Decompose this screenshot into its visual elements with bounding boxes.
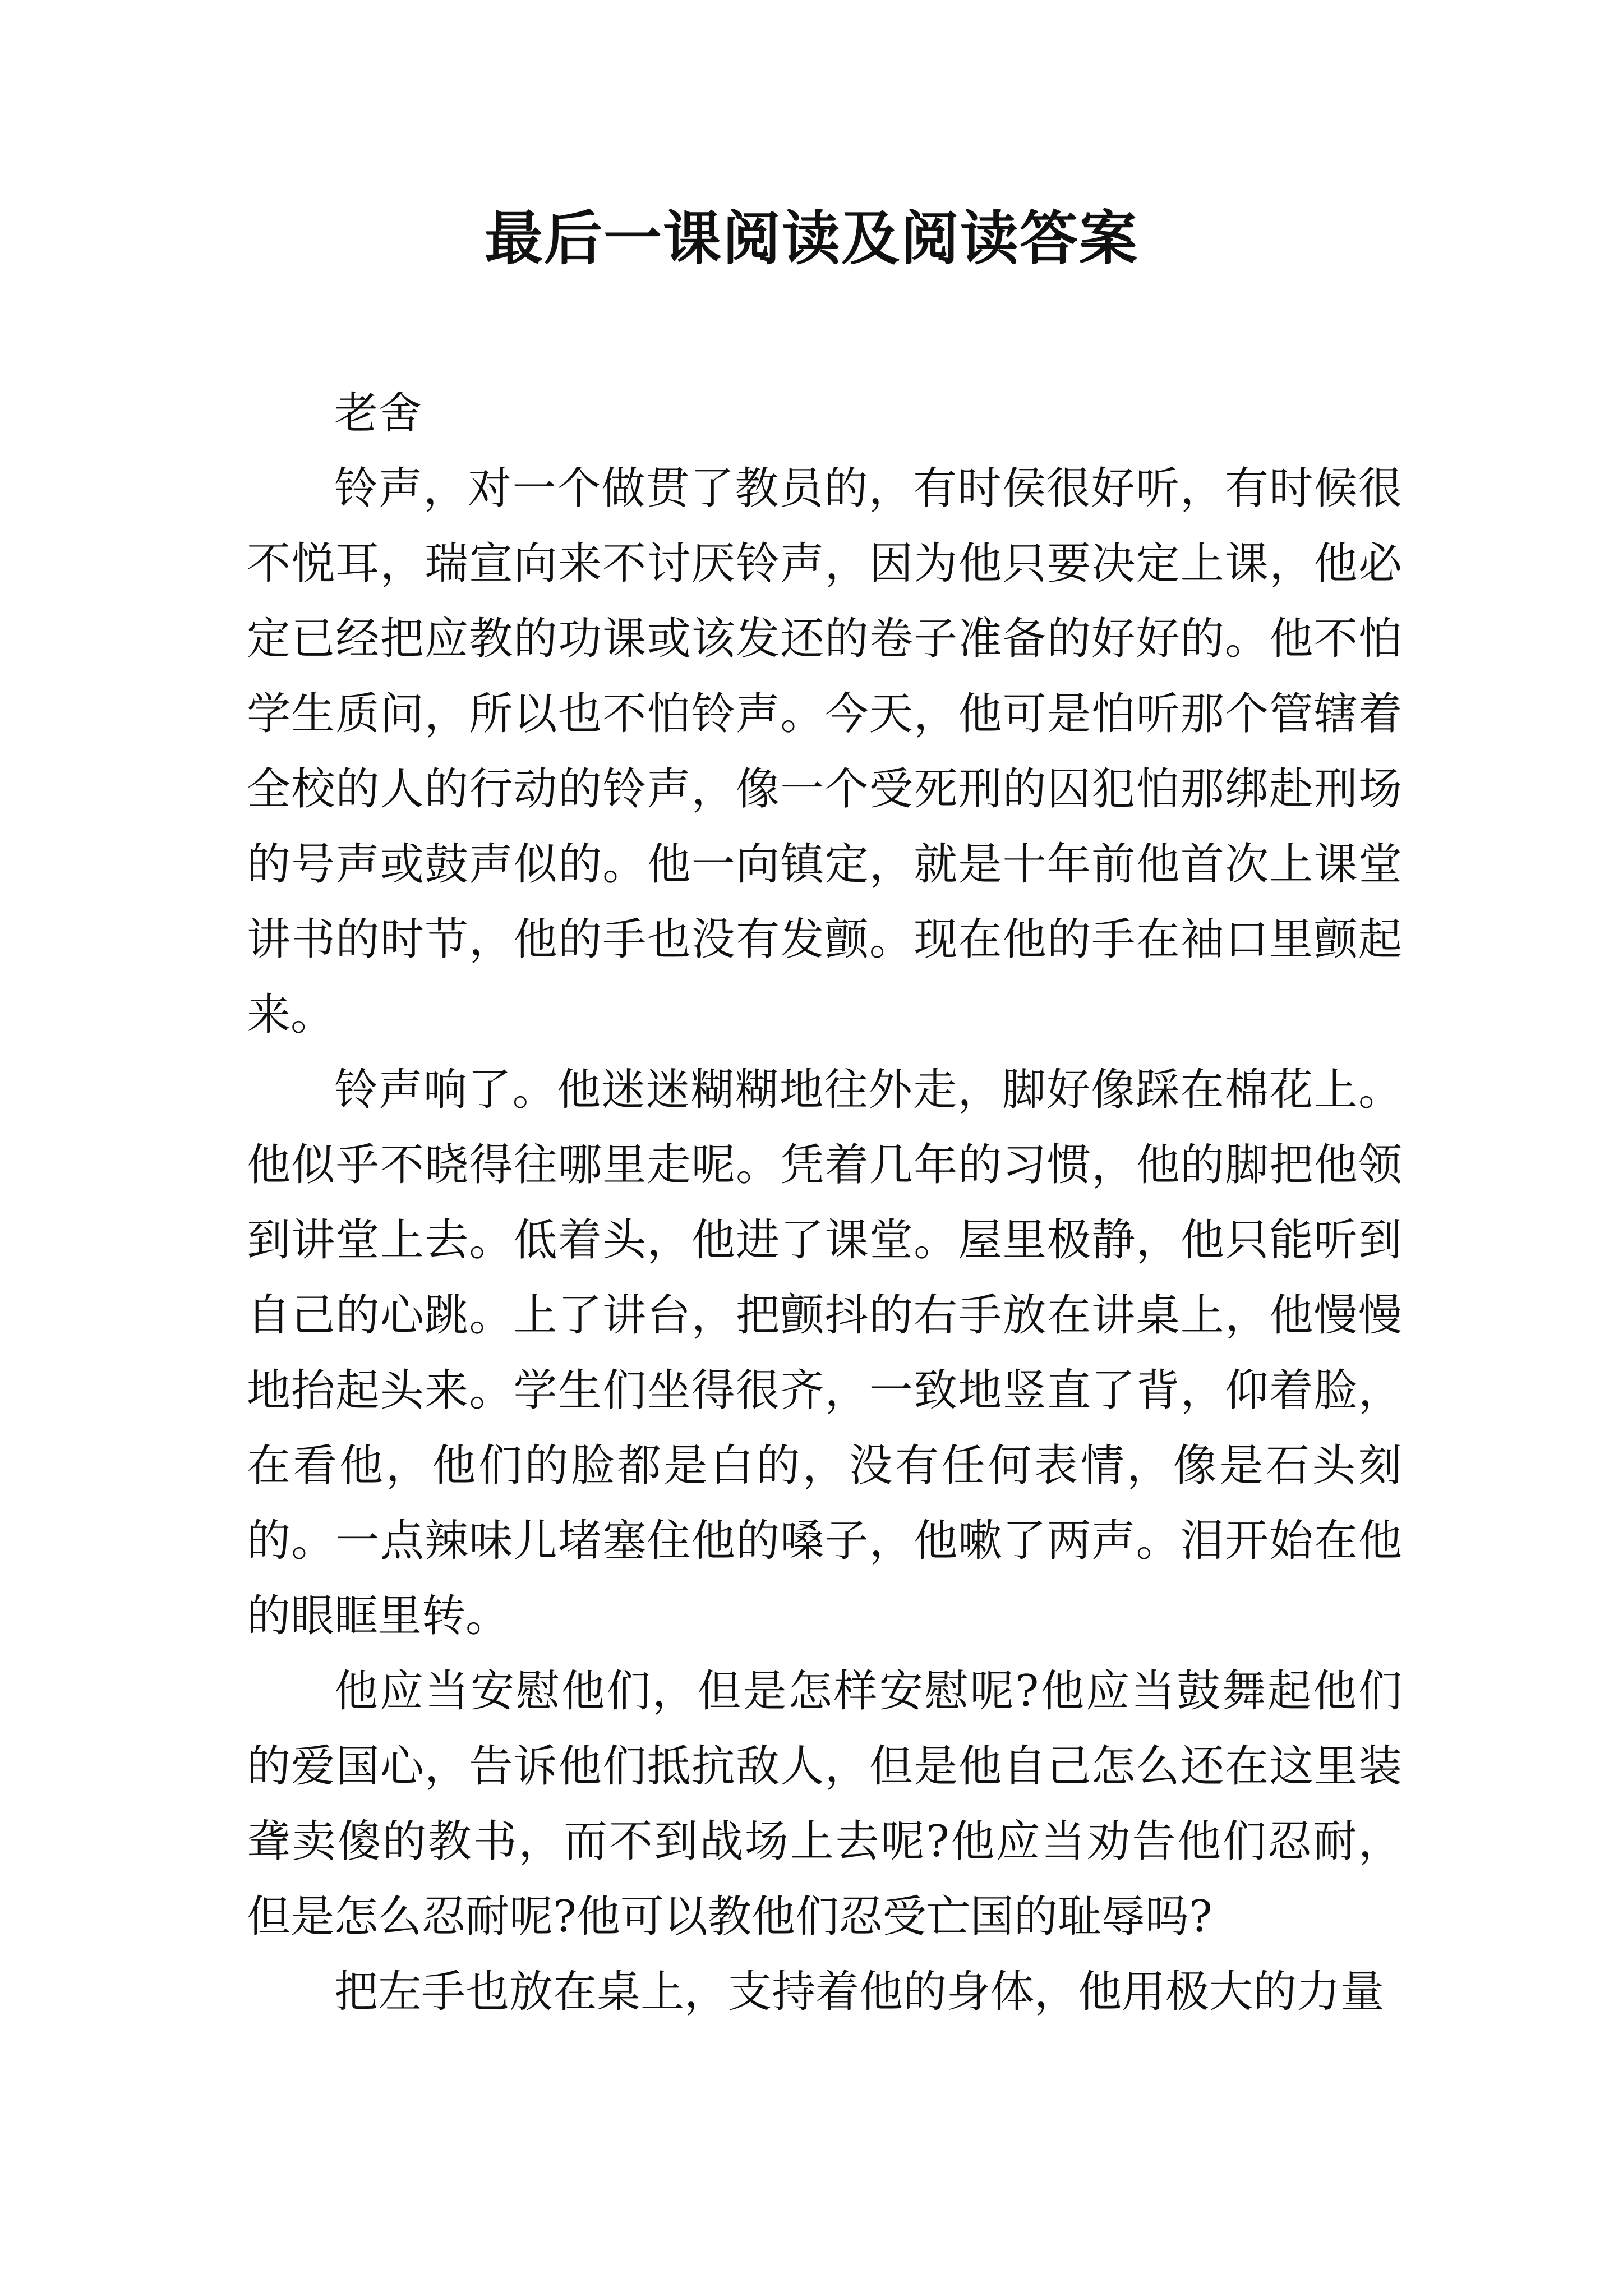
paragraph: 把左手也放在桌上，支持着他的身体，他用极大的力量: [334, 1967, 1385, 2017]
paragraph: 他应当安慰他们，但是怎样安慰呢?他应当鼓舞起他们的爱国心，告诉他们抵抗敌人，但是他自己怎么还在这里装聋卖傻的教书，而不到战场上去呢?他应当劝告他们忍耐，但是怎么忍耐呢?他可以教他们忍受亡国的耻辱吗?: [247, 1666, 1402, 1942]
article-body: [247, 376, 1402, 2030]
page-title: 最后一课阅读及阅读答案: [484, 204, 1138, 273]
paragraph: 铃声响了。他迷迷糊糊地往外走，脚好像踩在棉花上。他似乎不晓得往哪里走呢。凭着几年的习惯，他的脚把他领到讲堂上去。低着头，他进了课堂。屋里极静，他只能听到自己的心跳。上了讲台，把颤抖的右手放在讲桌上，他慢慢地抬起头来。学生们坐得很齐，一致地竖直了背，仰着脸，在看他，他们的脸都是白的，没有任何表情，像是石头刻的。一点辣味儿堵塞住他的嗓子，他嗽了两声。泪开始在他的眼眶里转。: [247, 1065, 1402, 1641]
author-line: 老舍: [334, 388, 422, 439]
paragraph: 铃声，对一个做贯了教员的，有时侯很好听，有时候很不悦耳，瑞宣向来不讨厌铃声，因为他只要决定上课，他必定已经把应教的功课或该发还的卷子准备的好好的。他不怕学生质问，所以也不怕铃声。今天，他可是怕听那个管辖着全校的人的行动的铃声，像一个受死刑的囚犯怕那绑赴刑场的号声或鼓声似的。他一向镇定，就是十年前他首次上课堂讲书的时节，他的手也没有发颤。现在他的手在袖口里颤起来。: [247, 463, 1402, 1040]
